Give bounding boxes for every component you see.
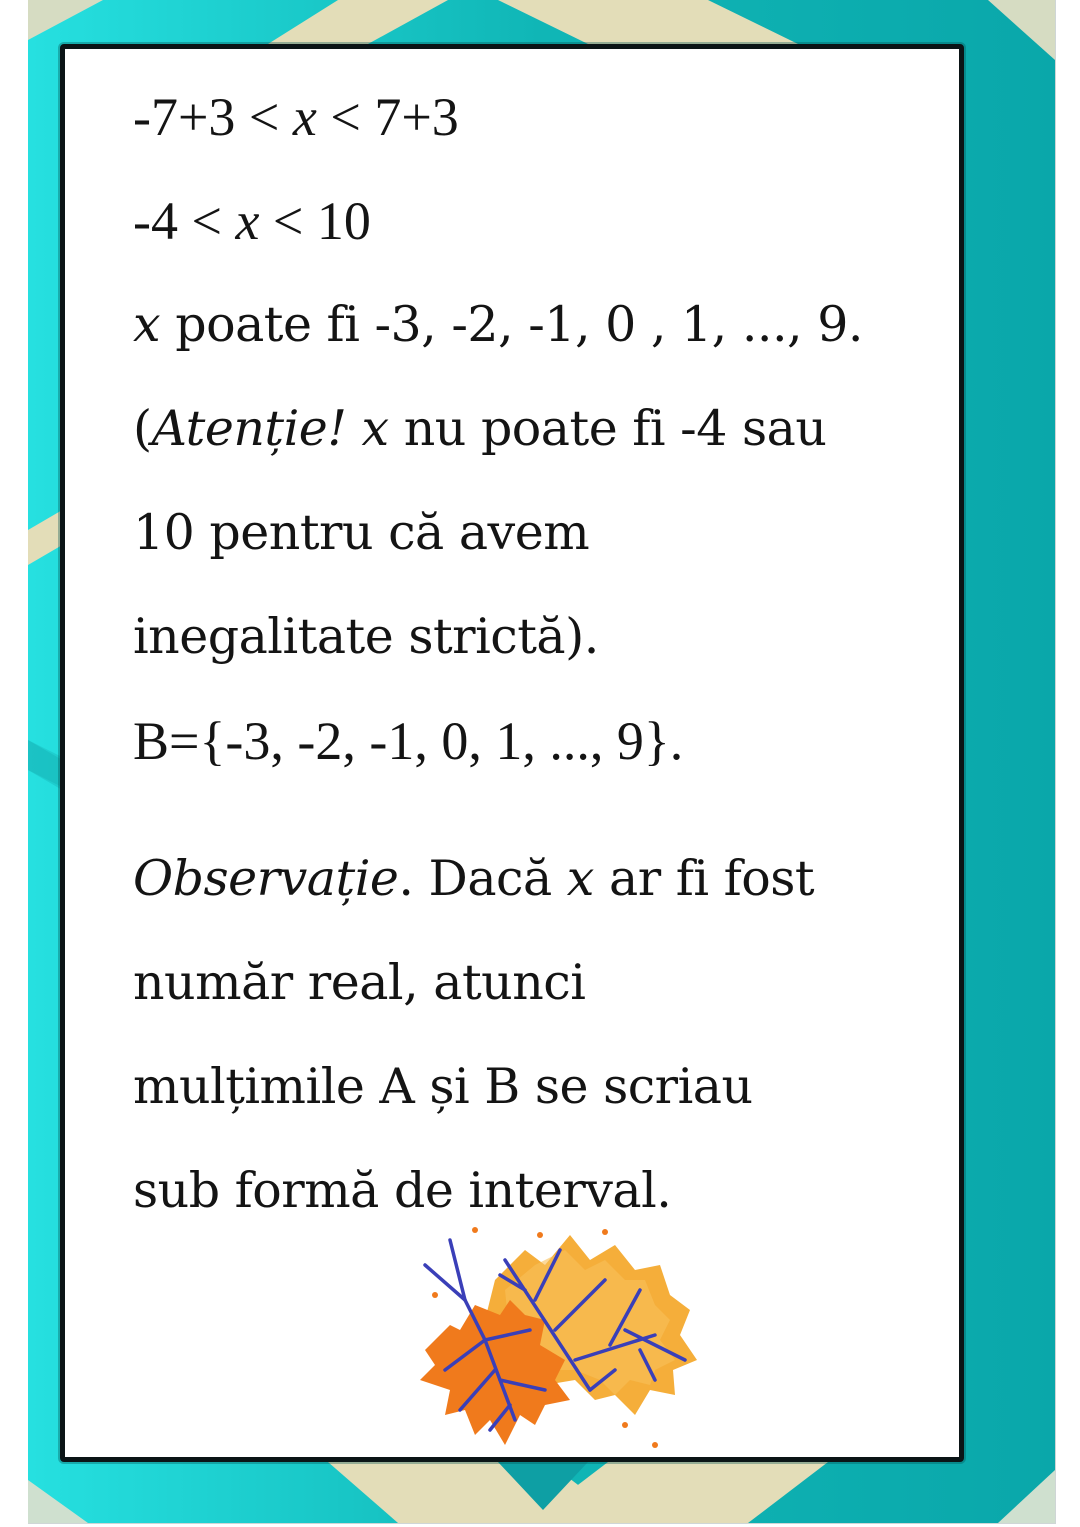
values-line [133,290,953,394]
inequality-line-2 [133,186,953,290]
observation-line-3 [133,1052,953,1156]
text-span: . Dacă [398,850,567,907]
observation-line-2 [133,948,953,1052]
observation-line [133,844,953,948]
set-b-definition [133,706,953,810]
attention-line-cont [133,498,953,602]
text-span: -7+3 < [133,87,293,147]
text-span: 10 pentru că avem [133,504,590,561]
text-span [346,400,361,457]
text-span: mulțimile A și B se scriau [133,1058,753,1115]
text-span: ar fi fost [593,850,815,907]
variable-x: x [566,850,594,907]
autumn-leaves-icon [405,1220,705,1460]
text-span: -4 < [133,191,236,251]
text-span: < 10 [259,191,371,251]
inequality-line-1 [133,82,953,186]
variable-x: x [361,400,389,457]
text-span: < 7+3 [316,87,459,147]
text-span: număr real, atunci [133,954,586,1011]
attention-line [133,394,953,498]
lesson-text [133,82,953,1260]
attention-label: Atenție! [151,400,347,457]
variable-x: x [292,87,317,147]
text-span: poate fi -3, -2, -1, 0 , 1, ..., 9. [160,296,863,353]
text-span: B={-3, -2, -1, 0, 1, ..., 9}. [133,711,684,771]
text-span: nu poate fi -4 sau [388,400,827,457]
variable-x: x [235,191,260,251]
text-span: sub formă de interval. [133,1162,672,1219]
variable-x: x [133,296,161,353]
spacer [133,810,953,844]
observation-label: Observație [133,850,399,907]
text-span: inegalitate strictă). [133,608,599,665]
attention-line-end [133,602,953,706]
text-span: ( [133,400,152,457]
